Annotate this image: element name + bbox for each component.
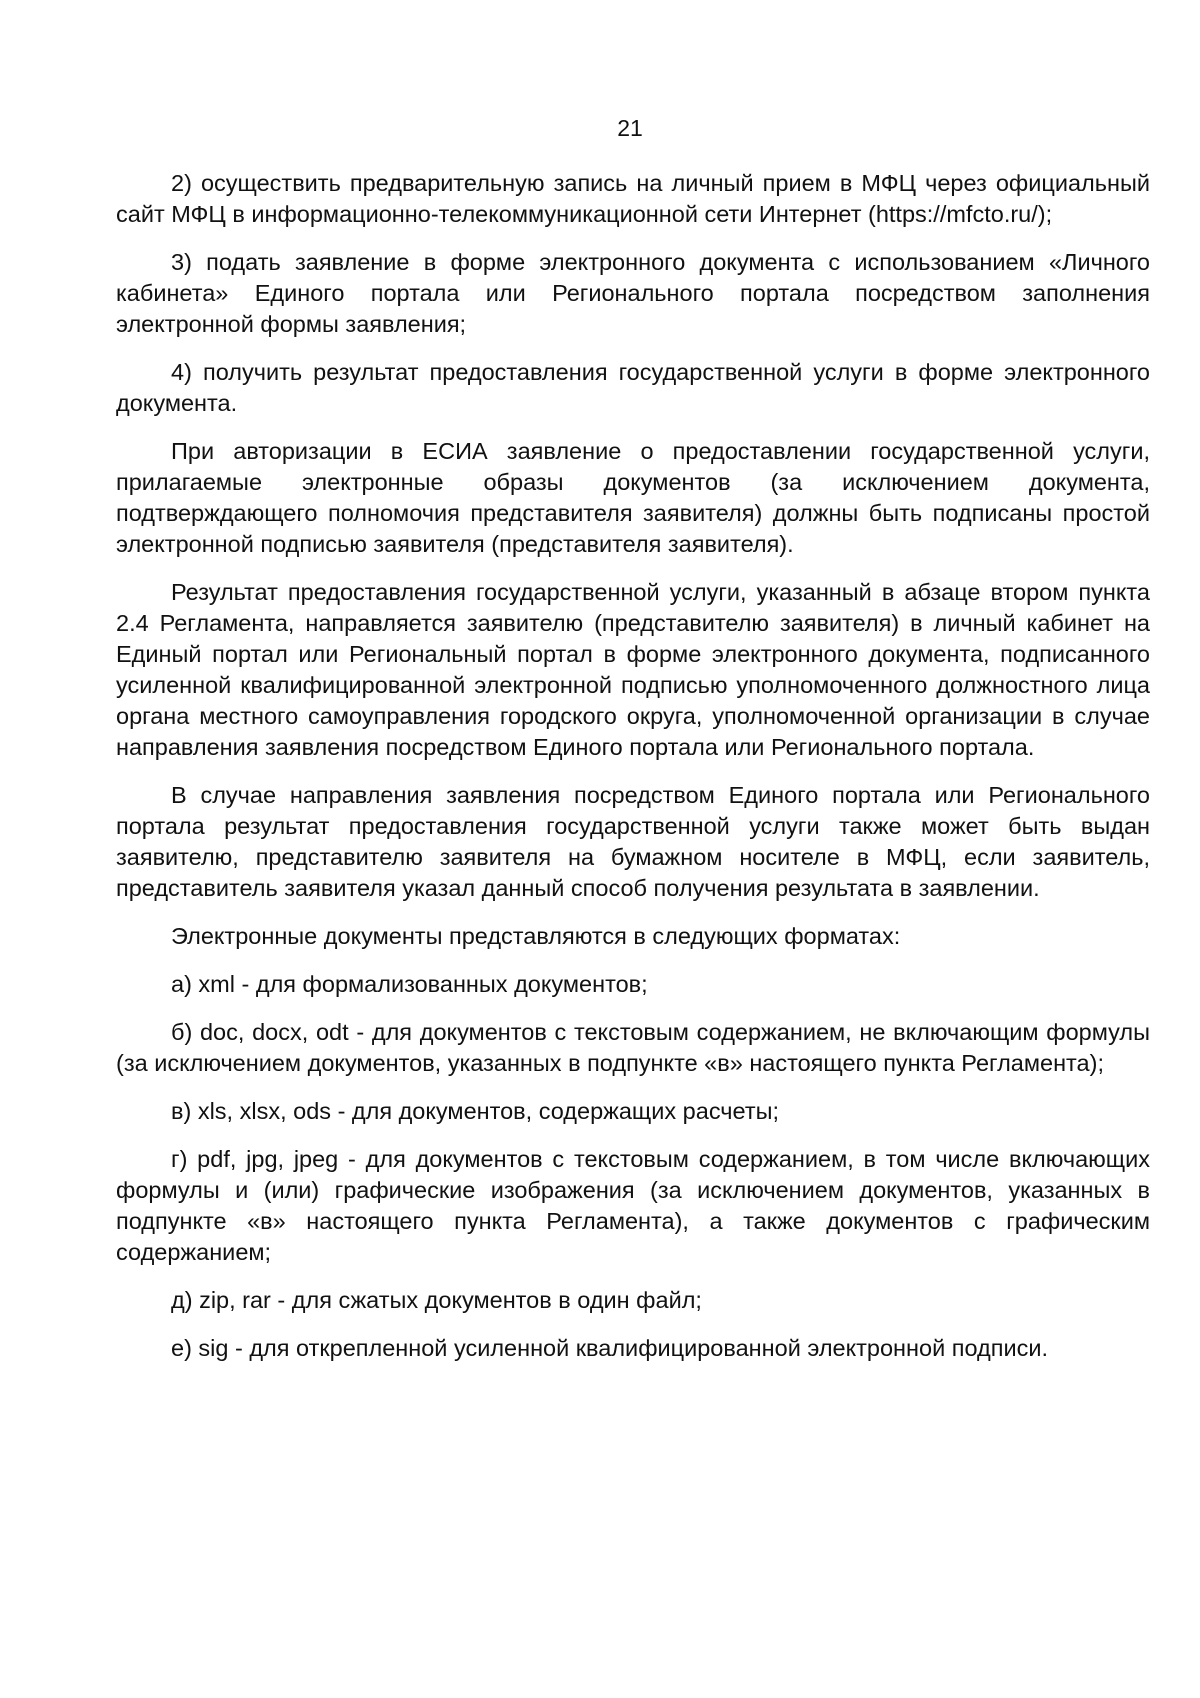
format-item-d: д) zip, rar - для сжатых документов в один файл; bbox=[171, 1287, 702, 1313]
format-item-g: г) pdf, jpg, jpeg - для документов с текстовым содержанием, в том числе включающих формулы и (или) графические изображения (за исключением документов, указанных в подпункте «в» настоящего пункта Регламента), а также документов с графическим содержанием; bbox=[116, 1146, 1150, 1265]
paragraph-paper-result: В случае направления заявления посредством Единого портала или Регионального портала результат предоставления государственной услуги также может быть выдан заявителю, представителю заявителя на бумажном носителе в МФЦ, если заявитель, представитель заявителя указал данный способ получения результата в заявлении. bbox=[116, 782, 1150, 901]
page-number: 21 bbox=[617, 115, 643, 141]
format-item-b: б) doc, docx, odt - для документов с текстовым содержанием, не включающим формулы (за исключением документов, указанных в подпункте «в» настоящего пункта Регламента); bbox=[116, 1019, 1150, 1076]
paragraph-item-4: 4) получить результат предоставления государственной услуги в форме электронного документа. bbox=[116, 359, 1150, 416]
paragraph-item-2: 2) осуществить предварительную запись на личный прием в МФЦ через официальный сайт МФЦ в информационно-телекоммуникационной сети Интернет (https://mfcto.ru/); bbox=[116, 170, 1150, 227]
paragraph-esia-signature: При авторизации в ЕСИА заявление о предоставлении государственной услуги, прилагаемые электронные образы документов (за исключением документа, подтверждающего полномочия представителя заявителя) должны быть подписаны простой электронной подписью заявителя (представителя заявителя). bbox=[116, 438, 1150, 557]
format-item-v: в) xls, xlsx, ods - для документов, содержащих расчеты; bbox=[171, 1098, 780, 1124]
document-body bbox=[116, 168, 1150, 1381]
format-item-e: е) sig - для открепленной усиленной квалифицированной электронной подписи. bbox=[171, 1335, 1048, 1361]
format-item-a: а) xml - для формализованных документов; bbox=[171, 971, 648, 997]
paragraph-item-3: 3) подать заявление в форме электронного документа с использованием «Личного кабинета» Единого портала или Регионального портала посредством заполнения электронной формы заявления; bbox=[116, 249, 1150, 337]
paragraph-result-delivery: Результат предоставления государственной услуги, указанный в абзаце втором пункта 2.4 Регламента, направляется заявителю (представителю заявителя) в личный кабинет на Единый портал или Региональный портал в форме электронного документа, подписанного усиленной квалифицированной электронной подписью уполномоченного должностного лица органа местного самоуправления городского округа, уполномоченной организации в случае направления заявления посредством Единого портала или Регионального портала. bbox=[116, 579, 1150, 760]
paragraph-formats-intro: Электронные документы представляются в следующих форматах: bbox=[171, 923, 901, 949]
